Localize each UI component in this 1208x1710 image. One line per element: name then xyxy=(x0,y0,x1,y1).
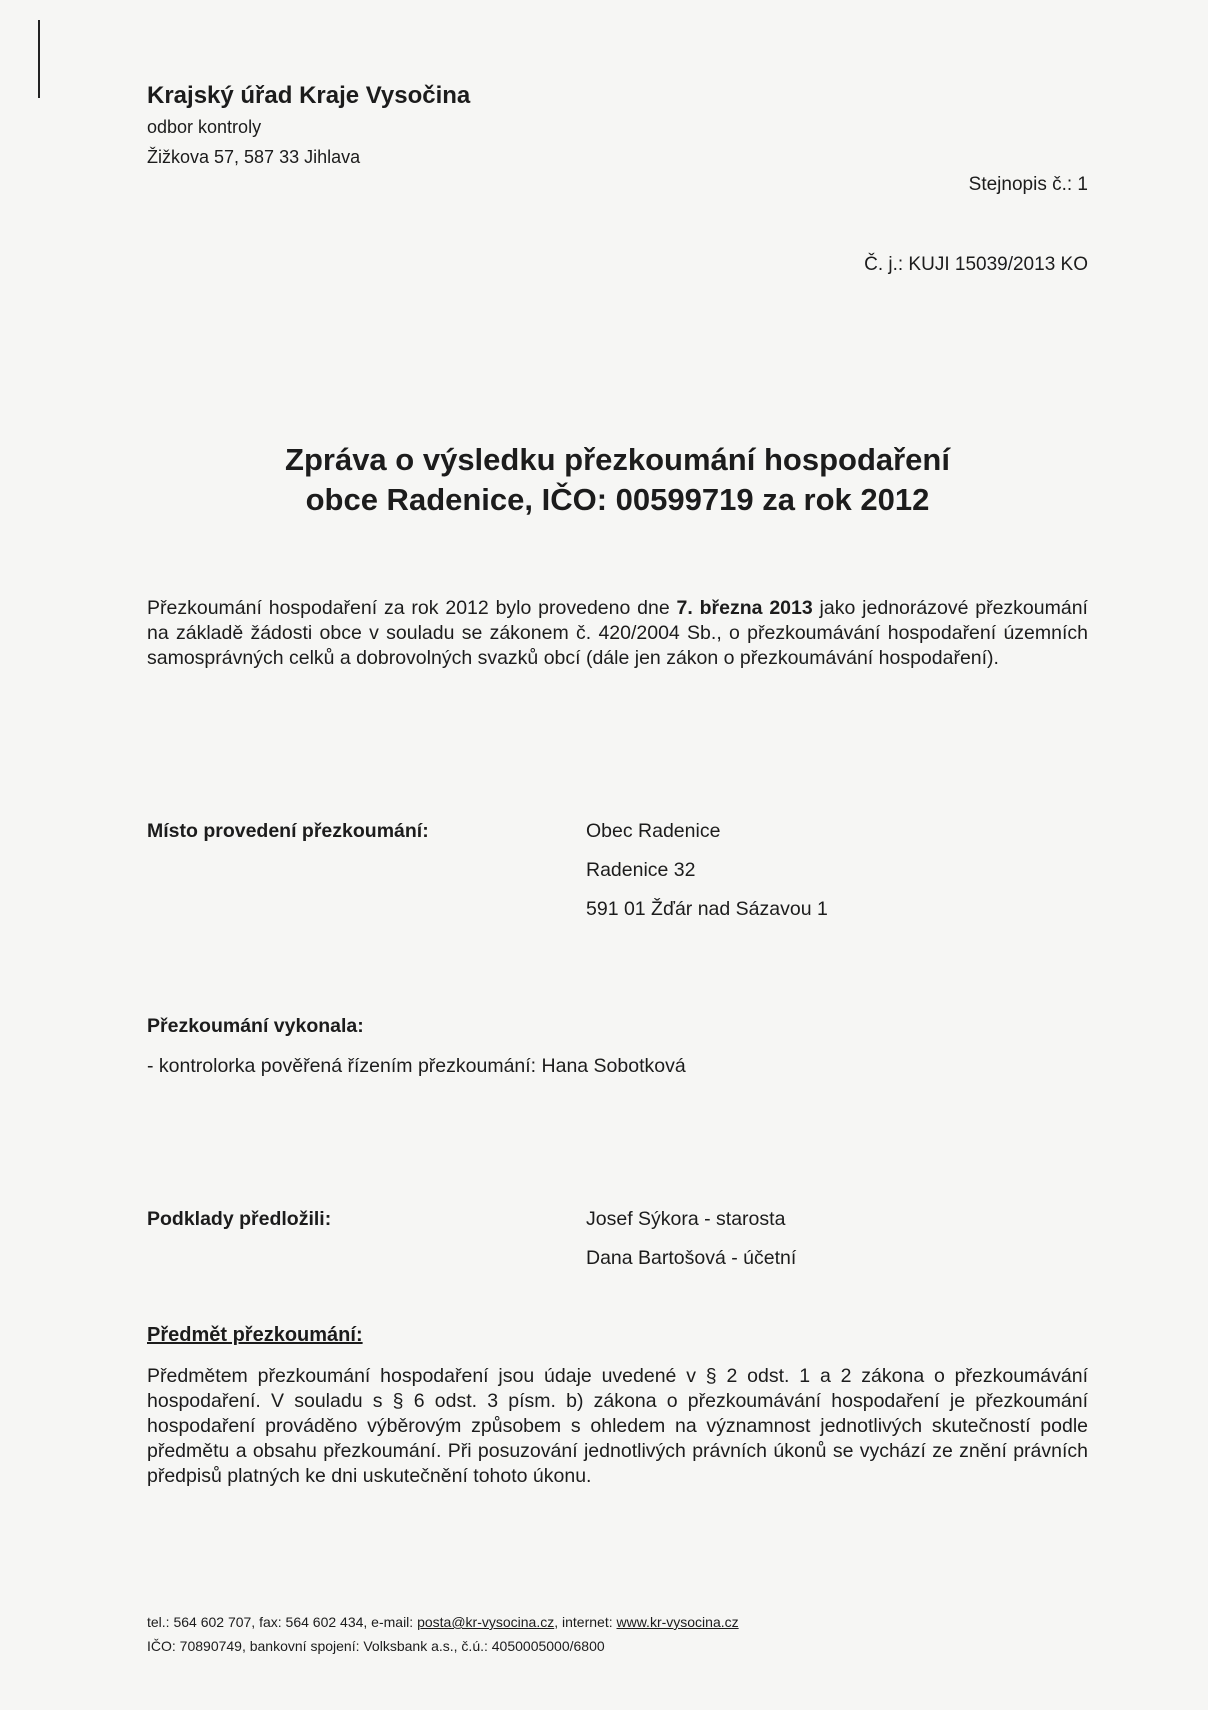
intro-text-start: Přezkoumání hospodaření za rok 2012 bylo provedeno dne xyxy=(147,597,677,619)
margin-mark xyxy=(38,20,40,98)
department-name: odbor kontroly xyxy=(147,117,262,137)
organization-name: Krajský úřad Kraje Vysočina xyxy=(147,82,471,109)
documents-person-2: Dana Bartošová - účetní xyxy=(586,1247,797,1269)
case-number: Č. j.: KUJI 15039/2013 KO xyxy=(864,254,1088,275)
title-line-2: obce Radenice, IČO: 00599719 za rok 2012 xyxy=(305,482,930,517)
page-footer xyxy=(147,1610,739,1658)
letterhead xyxy=(147,80,647,172)
review-date: 7. března 2013 xyxy=(676,597,813,619)
footer-bank-line: IČO: 70890749, bankovní spojení: Volksbank a.s., č.ú.: 4050005000/6800 xyxy=(147,1638,605,1654)
footer-internet-label: , internet: xyxy=(554,1614,617,1630)
report-title xyxy=(147,440,1088,520)
location-label: Místo provedení přezkoumání: xyxy=(147,820,429,842)
subject-paragraph: Předmětem přezkoumání hospodaření jsou údaje uvedené v § 2 odst. 1 a 2 zákona o přezkoumávání hospodaření. V souladu s § 6 odst. 3 písm. b) zákona o přezkoumávání hospodaření je přezkoumání hospodaření prováděno výběrovým způsobem s ohledem na významnost jednotlivých skutečností podle předmětu a obsahu přezkoumání. Při posuzování jednotlivých právních úkonů se vychází ze znění právních předpisů platných ke dni uskutečnění tohoto úkonu. xyxy=(147,1365,1088,1487)
performed-by-label: Přezkoumání vykonala: xyxy=(147,1015,364,1037)
documents-persons xyxy=(586,1200,796,1278)
title-line-1: Zpráva o výsledku přezkoumání hospodaření xyxy=(285,442,950,477)
copy-number: Stejnopis č.: 1 xyxy=(968,174,1088,195)
organization-address: Žižkova 57, 587 33 Jihlava xyxy=(147,147,361,167)
footer-contact-line xyxy=(147,1610,739,1634)
performed-by-person: - kontrolorka pověřená řízením přezkoumání: Hana Sobotková xyxy=(147,1055,686,1077)
location-line-1: Obec Radenice xyxy=(586,820,721,842)
location-line-2: Radenice 32 xyxy=(586,859,696,881)
footer-email-link[interactable]: posta@kr-vysocina.cz xyxy=(417,1614,555,1630)
intro-paragraph xyxy=(147,596,1088,671)
footer-website-link[interactable]: www.kr-vysocina.cz xyxy=(616,1614,739,1630)
documents-label: Podklady předložili: xyxy=(147,1208,332,1230)
intro-text-end: jako jednorázové přezkoumání na základě žádosti obce v souladu se zákonem č. 420/2004 Sb., o přezkoumávání hospodaření územních samosprávných celků a dobrovolných svazků obcí (dále jen zákon o přezkoumávání hospodaření). xyxy=(147,597,1088,669)
documents-person-1: Josef Sýkora - starosta xyxy=(586,1208,786,1230)
subject-heading: Předmět přezkoumání: xyxy=(147,1324,363,1346)
location-line-3: 591 01 Žďár nad Sázavou 1 xyxy=(586,898,828,920)
footer-contact-text: tel.: 564 602 707, fax: 564 602 434, e-mail: xyxy=(147,1614,418,1630)
location-address xyxy=(586,812,828,929)
